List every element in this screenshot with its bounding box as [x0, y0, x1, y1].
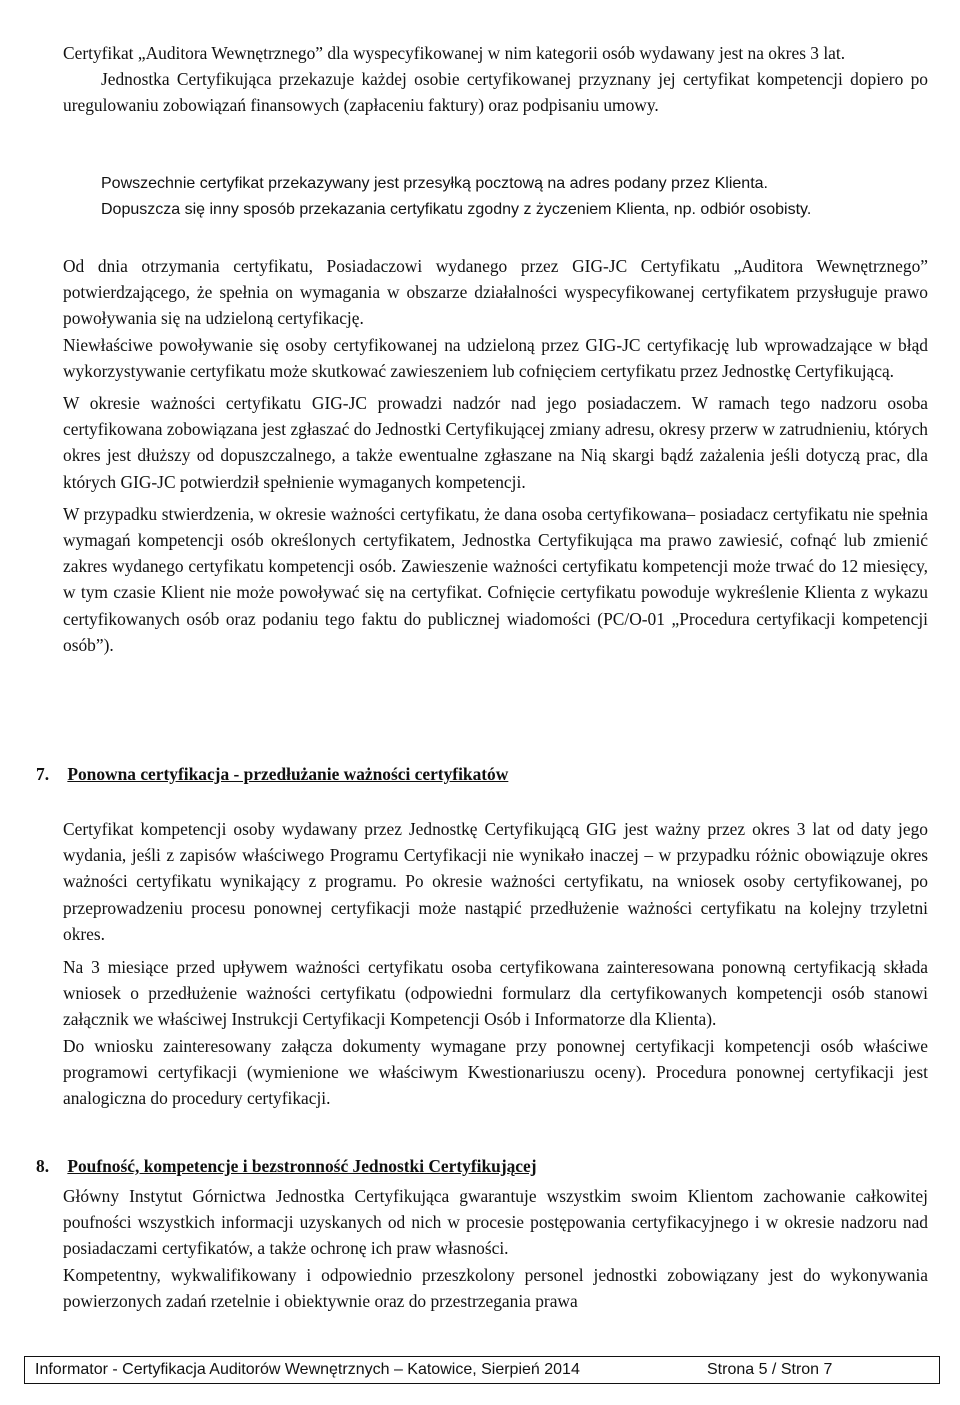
paragraph-rights: Od dnia otrzymania certyfikatu, Posiadaczowi wydanego przez GIG-JC Certyfikatu „Auditora Wewnętrznego” potwierdzającego, że spełnia on wymagania w obszarze działalności wyspecyfikowanej certyfikatem przysługuje prawo powoływania się na udzieloną certyfikację. — [63, 256, 928, 329]
section-7-number: 7. — [36, 764, 50, 784]
paragraph-delivery-other: Dopuszcza się inny sposób przekazania certyfikatu zgodny z życzeniem Klienta, np. odbiór osobisty. — [101, 201, 812, 219]
paragraph-recert-documents: Do wniosku zainteresowany załącza dokumenty wymagane przy ponownej certyfikacji kompetencji osób właściwe programowi certyfikacji (wymienione we właściwym Kwestionariuszu oceny). Procedura ponownej certyfikacji jest analogiczna do procedury certyfikacji. — [63, 1035, 928, 1109]
paragraph-misuse: Niewłaściwe powoływanie się osoby certyfikowanej na udzieloną przez GIG-JC certyfikację lub wprowadzające w błąd wykorzystywanie certyfikatu może skutkować zawieszeniem lub cofnięciem certyfikatu przez Jednostkę Certyfikującą. — [63, 334, 928, 381]
footer-document-info: Informator - Certyfikacja Auditorów Wewnętrznych – Katowice, Sierpień 2014 — [35, 1361, 580, 1378]
paragraph-delivery-post: Powszechnie certyfikat przekazywany jest przesyłką pocztową na adres podany przez Klienta. — [101, 175, 768, 192]
section-7-heading — [36, 761, 926, 787]
block-rights — [63, 253, 928, 658]
paragraph-personnel: Kompetentny, wykwalifikowany i odpowiednio przeszkolony personel jednostki zobowiązany jest do wykonywania powierzonych zadań rzetelnie i obiektywnie oraz do przestrzegania prawa — [63, 1264, 928, 1311]
paragraph-recert-validity: Certyfikat kompetencji osoby wydawany przez Jednostkę Certyfikującą GIG jest ważny przez okres 3 lat od daty jego wydania, jeśli z zapisów właściwego Programu Certyfikacji nie wynikało inaczej – w przypadku różnic obowiązuje okres ważności certyfikatu wynikający z programu. Po okresie ważności certyfikatu, na wniosek osoby certyfikowanej, po przeprowadzeniu procesu ponownej certyfikacji może nastąpić przedłużenie ważności certyfikatu na kolejny trzyletni okres. — [63, 819, 928, 944]
paragraph-recert-application: Na 3 miesiące przed upływem ważności certyfikatu osoba certyfikowana zainteresowana ponowną certyfikacją składa wniosek o przedłużenie ważności certyfikatu (odpowiedni formularz dla certyfikowanych kompetencji osób stanowi załącznik we właściwej Instrukcji Certyfikacji Kompetencji Osób i Informatorze dla Klienta). — [63, 957, 928, 1030]
section-8-heading — [36, 1153, 926, 1179]
section-8-title: Poufność, kompetencje i bezstronność Jednostki Certyfikującej — [67, 1156, 537, 1176]
paragraph-supervision: W okresie ważności certyfikatu GIG-JC prowadzi nadzór nad jego posiadaczem. W ramach tego nadzoru osoba certyfikowana zobowiązana jest zgłaszać do Jednostki Certyfikującej zmiany adresu, okresy przerw w zatrudnieniu, których okres jest dłuższy od dopuszczalnego, a także ewentualne zgłaszane na Nią skargi bądź zażalenia jeśli dotyczą prac, dla których GIG-JC potwierdził spełnienie wymaganych kompetencji. — [63, 393, 928, 492]
paragraph-confidentiality: Główny Instytut Górnictwa Jednostka Certyfikująca gwarantuje wszystkim swoim Klientom zachowanie całkowitej poufności wszystkich informacji uzyskanych od nich w procesie postępowania certyfikacyjnego i w okresie nadzoru nad posiadaczami certyfikatów, a także ochronę ich praw własności. — [63, 1186, 928, 1259]
section-8-body — [63, 1183, 928, 1314]
page-footer — [24, 1356, 940, 1384]
block-delivery — [63, 171, 928, 223]
block-issuance — [63, 40, 928, 119]
section-7-title: Ponowna certyfikacja - przedłużanie ważności certyfikatów — [67, 764, 509, 784]
section-8-number: 8. — [36, 1156, 50, 1176]
section-7-body — [63, 816, 928, 1111]
paragraph-validity: Certyfikat „Auditora Wewnętrznego” dla wyspecyfikowanej w nim kategorii osób wydawany jest na okres 3 lat. — [63, 43, 846, 63]
footer-page-number: Strona 5 / Stron 7 — [707, 1361, 833, 1378]
paragraph-handover: Jednostka Certyfikująca przekazuje każdej osobie certyfikowanej przyznany jej certyfikat kompetencji dopiero po uregulowaniu zobowiązań finansowych (zapłaceniu faktury) oraz podpisaniu umowy. — [63, 69, 928, 116]
paragraph-suspension: W przypadku stwierdzenia, w okresie ważności certyfikatu, że dana osoba certyfikowana– posiadacz certyfikatu nie spełnia wymagań kompetencji osób określonych certyfikatem, Jednostka Certyfikująca ma prawo zawiesić, cofnąć lub zmienić zakres wydanego certyfikatu kompetencji osób. Zawieszenie ważności certyfikatu kompetencji może trwać do 12 miesięcy, w tym czasie Klient nie może powoływać się na certyfikat. Cofnięcie certyfikatu powoduje wykreślenie Klienta z wykazu certyfikowanych osób oraz podaniu tego faktu do publicznej wiadomości (PC/O-01 „Procedura certyfikacji kompetencji osób”). — [63, 503, 928, 655]
